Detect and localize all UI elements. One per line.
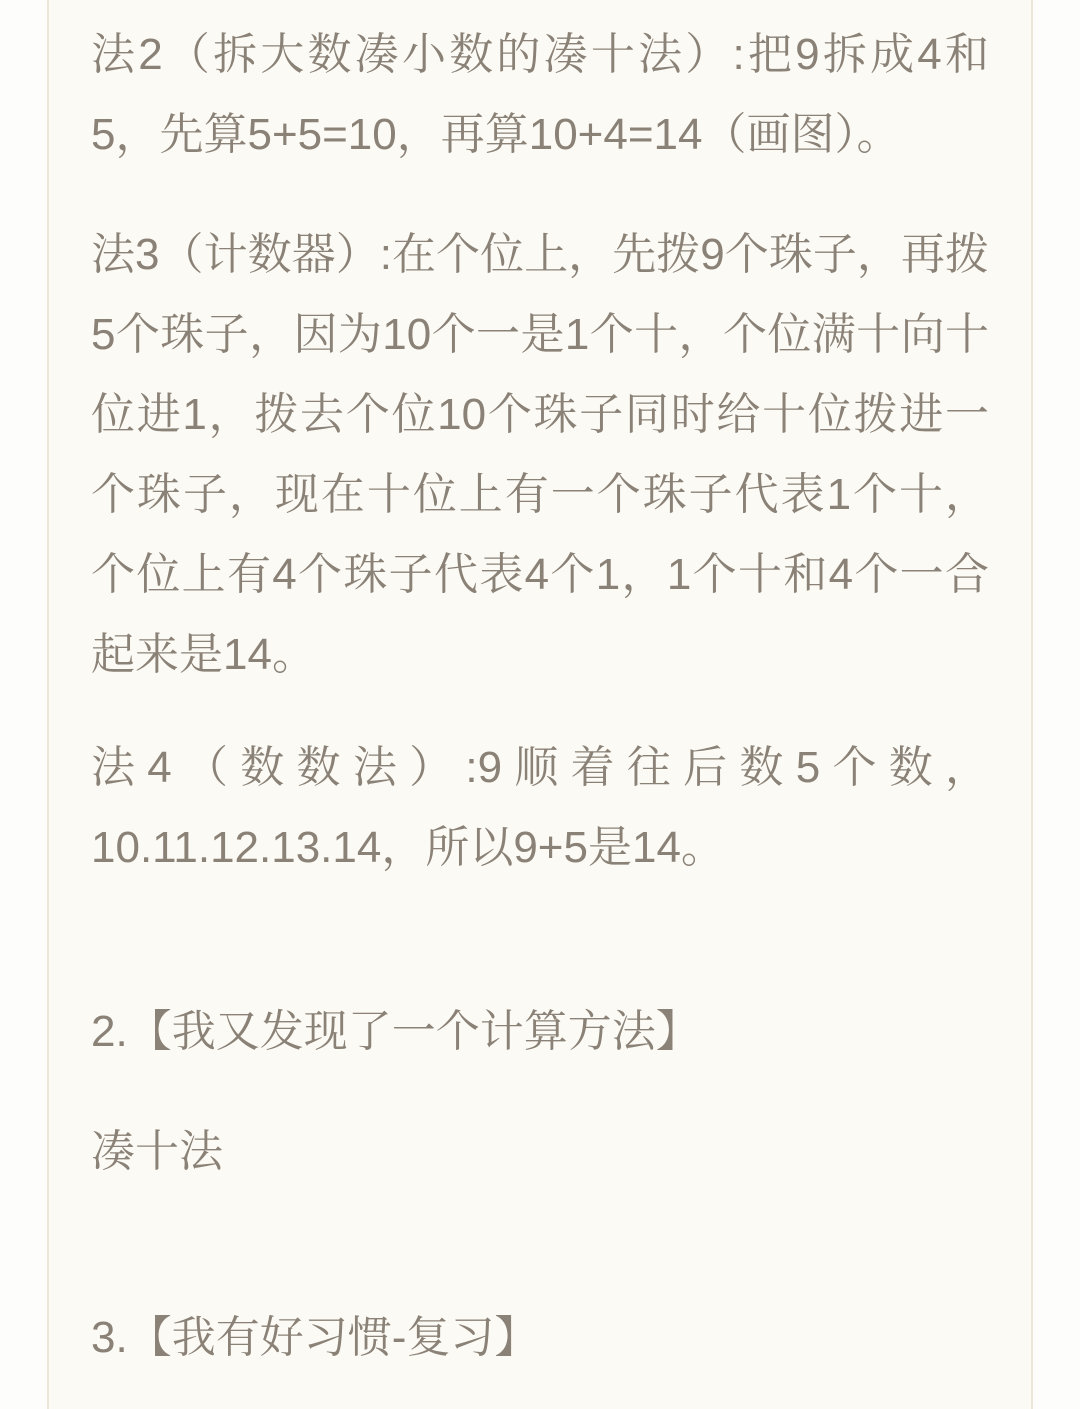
text-line: 法2（拆大数凑小数的凑十法）:把9拆成4和: [91, 30, 989, 79]
paragraph: [91, 1298, 989, 1378]
paragraph: [91, 15, 989, 175]
text-line: 凑十法: [91, 1127, 223, 1176]
text-line: 法3（计数器）:在个位上，先拨9个珠子，再拨: [91, 230, 989, 279]
text-line: 10.11.12.13.14，所以9+5是14。: [91, 823, 725, 872]
paragraph: [91, 728, 989, 888]
text-line: 法4（数数法）:9顺着往后数5个数，: [91, 743, 989, 792]
paragraph-list: [91, 15, 989, 1378]
text-line: 3.【我有好习惯-复习】: [91, 1313, 539, 1362]
text-line: 5，先算5+5=10，再算10+4=14（画图）。: [91, 110, 901, 159]
paragraph: [91, 1112, 989, 1192]
text-line: 个位上有4个珠子代表4个1，1个十和4个一合: [91, 550, 989, 599]
text-line: 个珠子，现在十位上有一个珠子代表1个十，: [91, 470, 989, 519]
document-panel: [47, 0, 1033, 1409]
paragraph: [91, 992, 989, 1072]
text-line: 2.【我又发现了一个计算方法】: [91, 1007, 700, 1056]
text-line: 位进1，拨去个位10个珠子同时给十位拨进一: [91, 390, 989, 439]
text-line: 起来是14。: [91, 630, 316, 679]
text-line: 5个珠子，因为10个一是1个十，个位满十向十: [91, 310, 989, 359]
paragraph: [91, 215, 989, 695]
